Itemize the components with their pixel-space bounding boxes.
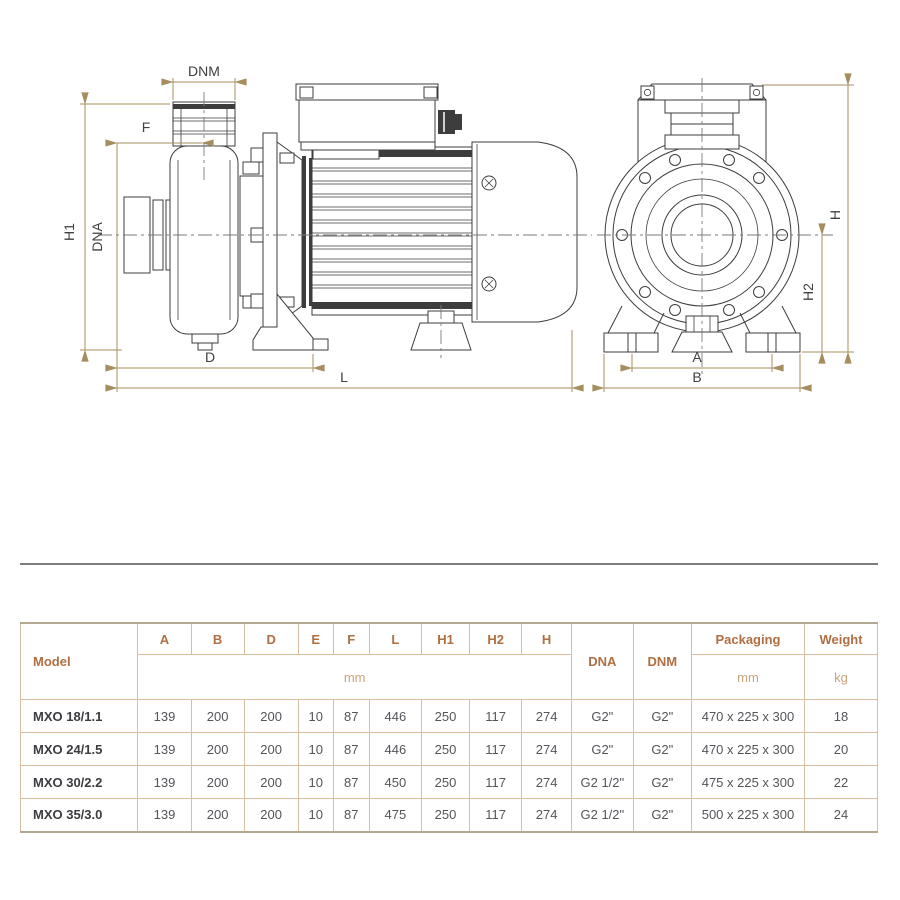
cell-d: 200 — [244, 733, 298, 766]
cell-h1: 250 — [422, 766, 470, 799]
header-h2: H2 — [470, 623, 522, 655]
cell-dna: G2" — [571, 733, 633, 766]
fan-cover — [472, 142, 577, 322]
cell-model: MXO 35/3.0 — [21, 799, 138, 832]
header-f: F — [333, 623, 369, 655]
cell-dna: G2 1/2" — [571, 766, 633, 799]
cell-dnm: G2" — [633, 766, 691, 799]
cell-dnm: G2" — [633, 799, 691, 832]
cell-model: MXO 30/2.2 — [21, 766, 138, 799]
dimension-label-dnm: DNM — [188, 63, 220, 79]
cell-d: 200 — [244, 799, 298, 832]
pump-side-view — [98, 84, 592, 358]
cell-h1: 250 — [422, 700, 470, 733]
cell-l: 450 — [369, 766, 421, 799]
cable-gland — [438, 110, 455, 134]
header-packaging: Packaging — [691, 623, 804, 655]
units-dimensions-mm: mm — [138, 655, 572, 700]
cell-l: 475 — [369, 799, 421, 832]
header-l: L — [369, 623, 421, 655]
cell-weight: 24 — [805, 799, 878, 832]
cell-e: 10 — [298, 799, 333, 832]
table-row — [21, 799, 878, 832]
cell-h2: 117 — [470, 799, 522, 832]
cell-f: 87 — [333, 766, 369, 799]
cell-h: 274 — [522, 766, 572, 799]
dimension-label-h1: H1 — [61, 223, 77, 241]
dimension-label-dna: DNA — [89, 222, 105, 252]
dimension-label-b: B — [692, 369, 702, 385]
table-header-row — [21, 623, 878, 655]
cell-d: 200 — [244, 700, 298, 733]
cell-d: 200 — [244, 766, 298, 799]
cell-e: 10 — [298, 733, 333, 766]
cell-a: 139 — [138, 700, 191, 733]
header-d: D — [244, 623, 298, 655]
cell-dna: G2" — [571, 700, 633, 733]
cell-f: 87 — [333, 799, 369, 832]
cell-a: 139 — [138, 766, 191, 799]
cell-a: 139 — [138, 733, 191, 766]
cell-h1: 250 — [422, 733, 470, 766]
cell-e: 10 — [298, 700, 333, 733]
header-h: H — [522, 623, 572, 655]
dimension-l — [117, 330, 572, 392]
cell-packaging: 470 x 225 x 300 — [691, 733, 804, 766]
pump-front-view — [597, 78, 833, 374]
cell-h2: 117 — [470, 733, 522, 766]
dimension-label-a: A — [692, 349, 702, 365]
header-dna: DNA — [571, 623, 633, 700]
cell-h1: 250 — [422, 799, 470, 832]
cell-packaging: 470 x 225 x 300 — [691, 700, 804, 733]
dimension-h2 — [800, 235, 822, 352]
cell-a: 139 — [138, 799, 191, 832]
cell-h: 274 — [522, 733, 572, 766]
cell-weight: 22 — [805, 766, 878, 799]
header-model: Model — [21, 623, 138, 700]
units-weight-kg: kg — [805, 655, 878, 700]
cell-packaging: 500 x 225 x 300 — [691, 799, 804, 832]
cell-h2: 117 — [470, 700, 522, 733]
cell-model: MXO 24/1.5 — [21, 733, 138, 766]
table-row — [21, 700, 878, 733]
cell-b: 200 — [191, 700, 244, 733]
motor — [296, 84, 577, 358]
cell-weight: 20 — [805, 733, 878, 766]
dimensions-table — [20, 622, 878, 833]
cell-h: 274 — [522, 700, 572, 733]
cell-dnm: G2" — [633, 733, 691, 766]
pump-dimensional-drawing — [0, 0, 900, 430]
header-h1: H1 — [422, 623, 470, 655]
cell-b: 200 — [191, 733, 244, 766]
cell-f: 87 — [333, 700, 369, 733]
cell-b: 200 — [191, 766, 244, 799]
cell-f: 87 — [333, 733, 369, 766]
cell-b: 200 — [191, 799, 244, 832]
cell-h2: 117 — [470, 766, 522, 799]
cell-l: 446 — [369, 700, 421, 733]
table-row — [21, 766, 878, 799]
cell-h: 274 — [522, 799, 572, 832]
dimension-label-h: H — [827, 209, 843, 221]
dimension-label-d: D — [204, 349, 216, 365]
table-units-row — [21, 655, 878, 700]
dimension-label-l: L — [340, 369, 348, 385]
header-dnm: DNM — [633, 623, 691, 700]
header-e: E — [298, 623, 333, 655]
cell-dnm: G2" — [633, 700, 691, 733]
dimension-d — [117, 349, 313, 372]
header-weight: Weight — [805, 623, 878, 655]
section-divider — [20, 563, 878, 565]
cell-l: 446 — [369, 733, 421, 766]
cell-weight: 18 — [805, 700, 878, 733]
header-a: A — [138, 623, 191, 655]
dimension-label-f: F — [141, 119, 151, 135]
cell-e: 10 — [298, 766, 333, 799]
dimension-label-h2: H2 — [800, 283, 816, 301]
table-row — [21, 733, 878, 766]
cell-dna: G2 1/2" — [571, 799, 633, 832]
units-packaging-mm: mm — [691, 655, 804, 700]
cell-packaging: 475 x 225 x 300 — [691, 766, 804, 799]
cell-model: MXO 18/1.1 — [21, 700, 138, 733]
header-b: B — [191, 623, 244, 655]
